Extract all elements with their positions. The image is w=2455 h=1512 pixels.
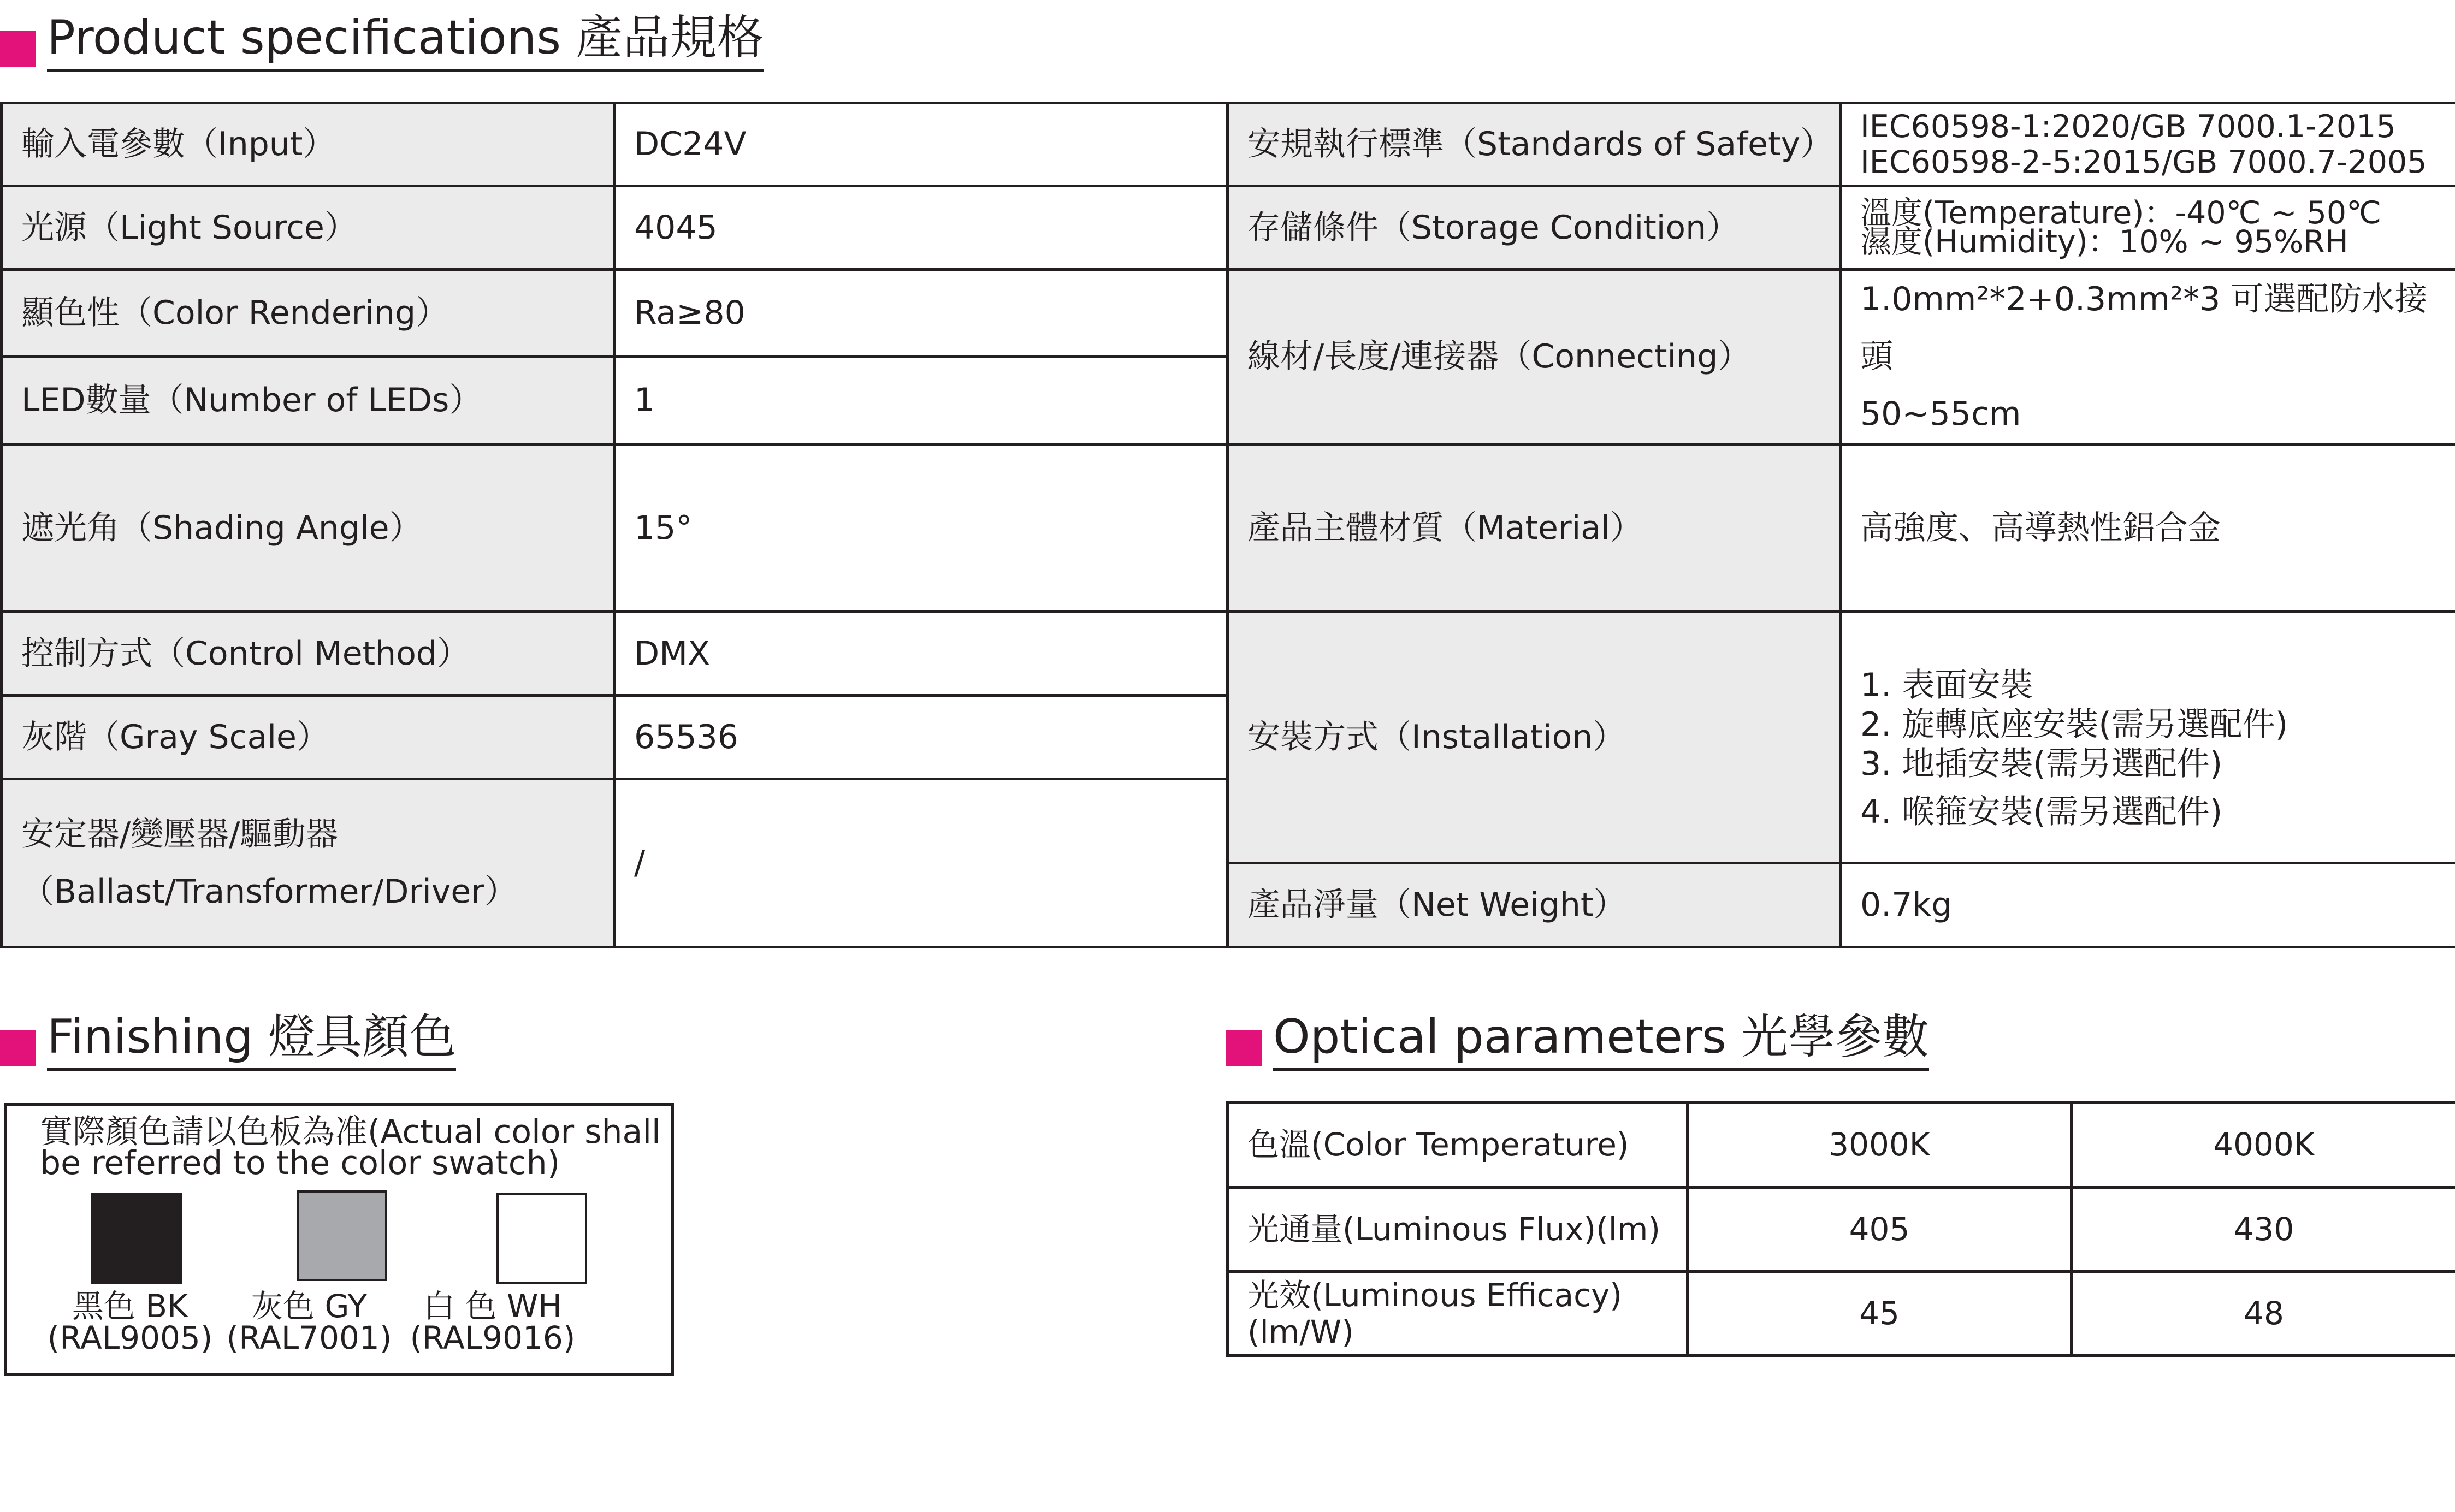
optical-value: 45 bbox=[1688, 1272, 2072, 1356]
spec-value: Ra≥80 bbox=[614, 270, 1228, 357]
magenta-marker-icon bbox=[0, 1030, 36, 1066]
list-item: 2. 旋轉底座安裝(需另選配件) bbox=[1860, 705, 2288, 744]
swatch-label bbox=[45, 1290, 215, 1354]
swatch-name: 白 色 WH bbox=[423, 1288, 562, 1325]
spec-value-line: IEC60598-2-5:2015/GB 7000.7-2005 bbox=[1860, 144, 2427, 180]
optical-value: 430 bbox=[2072, 1188, 2455, 1272]
spec-label: 存儲條件（Storage Condition） bbox=[1228, 186, 1841, 270]
swatch-gray bbox=[297, 1190, 387, 1281]
optical-heading bbox=[1226, 1010, 1930, 1071]
swatch-label bbox=[224, 1290, 394, 1354]
swatch-label bbox=[403, 1290, 583, 1354]
optical-value: 48 bbox=[2072, 1272, 2455, 1356]
spec-label: 顯色性（Color Rendering） bbox=[2, 270, 614, 357]
table-row bbox=[2, 270, 2455, 357]
optical-table bbox=[1226, 1101, 2455, 1357]
table-row bbox=[2, 186, 2455, 270]
spec-label-line: 安定器/變壓器/驅動器 bbox=[21, 815, 339, 853]
optical-title: Optical parameters 光學參數 bbox=[1273, 1013, 1929, 1071]
spec-value: 高強度、高導熱性鋁合金 bbox=[1841, 444, 2455, 612]
spec-value: DC24V bbox=[614, 103, 1228, 186]
swatch-ral: (RAL9016) bbox=[410, 1319, 576, 1356]
optical-label: 光效(Luminous Efficacy)(lm/W) bbox=[1228, 1272, 1688, 1356]
spec-value: 4045 bbox=[614, 186, 1228, 270]
optical-label: 光通量(Luminous Flux)(lm) bbox=[1228, 1188, 1688, 1272]
spec-value bbox=[1841, 186, 2455, 270]
magenta-marker-icon bbox=[1226, 1030, 1262, 1066]
finishing-note bbox=[40, 1113, 662, 1182]
table-row bbox=[1228, 1188, 2455, 1272]
table-row bbox=[2, 444, 2455, 612]
spec-label: 光源（Light Source） bbox=[2, 186, 614, 270]
spec-value: DMX bbox=[614, 612, 1228, 696]
spec-label: 遮光角（Shading Angle） bbox=[2, 444, 614, 612]
spec-value-line: 濕度(Humidity)：10% ~ 95%RH bbox=[1860, 224, 2348, 260]
spec-value: 65536 bbox=[614, 696, 1228, 779]
spec-label: 線材/長度/連接器（Connecting） bbox=[1228, 270, 1841, 444]
swatch-name: 黑色 BK bbox=[72, 1288, 188, 1325]
finishing-title: Finishing 燈具顏色 bbox=[47, 1013, 456, 1071]
specs-table bbox=[0, 102, 2455, 948]
finishing-box bbox=[4, 1103, 674, 1376]
finishing-note-line: be referred to the color swatch) bbox=[40, 1144, 560, 1182]
spec-value-line: 1.0mm²*2+0.3mm²*3 可選配防水接頭 bbox=[1860, 280, 2428, 376]
list-item: 4. 喉箍安裝(需另選配件) bbox=[1860, 792, 2223, 831]
finishing-note-line: 實際顏色請以色板為准(Actual color shall bbox=[40, 1113, 661, 1151]
spec-value-line: 50~55cm bbox=[1860, 395, 2021, 433]
specs-title: Product specifications 產品規格 bbox=[47, 14, 764, 72]
spec-value bbox=[1841, 103, 2455, 186]
magenta-marker-icon bbox=[0, 31, 36, 67]
spec-value-line: 溫度(Temperature)：-40℃ ~ 50℃ bbox=[1860, 195, 2382, 231]
table-row bbox=[1228, 1272, 2455, 1356]
swatch-ral: (RAL9005) bbox=[47, 1319, 213, 1356]
spec-value bbox=[1841, 270, 2455, 444]
spec-label: 產品主體材質（Material） bbox=[1228, 444, 1841, 612]
spec-value-line: IEC60598-1:2020/GB 7000.1-2015 bbox=[1860, 108, 2396, 145]
spec-label: 安裝方式（Installation） bbox=[1228, 612, 1841, 863]
spec-label-line: （Ballast/Transformer/Driver） bbox=[21, 872, 517, 911]
swatch-white bbox=[496, 1193, 587, 1284]
swatch-black bbox=[91, 1193, 182, 1284]
list-item: 3. 地插安裝(需另選配件) bbox=[1860, 744, 2223, 783]
spec-label: 安規執行標準（Standards of Safety） bbox=[1228, 103, 1841, 186]
optical-label: 色溫(Color Temperature) bbox=[1228, 1102, 1688, 1188]
list-item: 1. 表面安裝 bbox=[1860, 666, 2033, 704]
installation-list bbox=[1841, 612, 2455, 863]
spec-value: 0.7kg bbox=[1841, 863, 2455, 947]
table-row bbox=[2, 103, 2455, 186]
swatch-name: 灰色 GY bbox=[251, 1288, 367, 1325]
spec-label: LED數量（Number of LEDs） bbox=[2, 357, 614, 444]
spec-value: 1 bbox=[614, 357, 1228, 444]
table-row bbox=[1228, 1102, 2455, 1188]
spec-label: 輸入電參數（Input） bbox=[2, 103, 614, 186]
optical-value: 3000K bbox=[1688, 1102, 2072, 1188]
spec-label: 灰階（Gray Scale） bbox=[2, 696, 614, 779]
spec-value: 15° bbox=[614, 444, 1228, 612]
spec-label bbox=[2, 779, 614, 947]
spec-label: 控制方式（Control Method） bbox=[2, 612, 614, 696]
optical-value: 4000K bbox=[2072, 1102, 2455, 1188]
spec-value: / bbox=[614, 779, 1228, 947]
swatch-ral: (RAL7001) bbox=[226, 1319, 392, 1356]
table-row bbox=[2, 612, 2455, 696]
finishing-heading bbox=[0, 1010, 457, 1071]
specs-heading bbox=[0, 10, 764, 72]
spec-label: 產品淨量（Net Weight） bbox=[1228, 863, 1841, 947]
optical-value: 405 bbox=[1688, 1188, 2072, 1272]
